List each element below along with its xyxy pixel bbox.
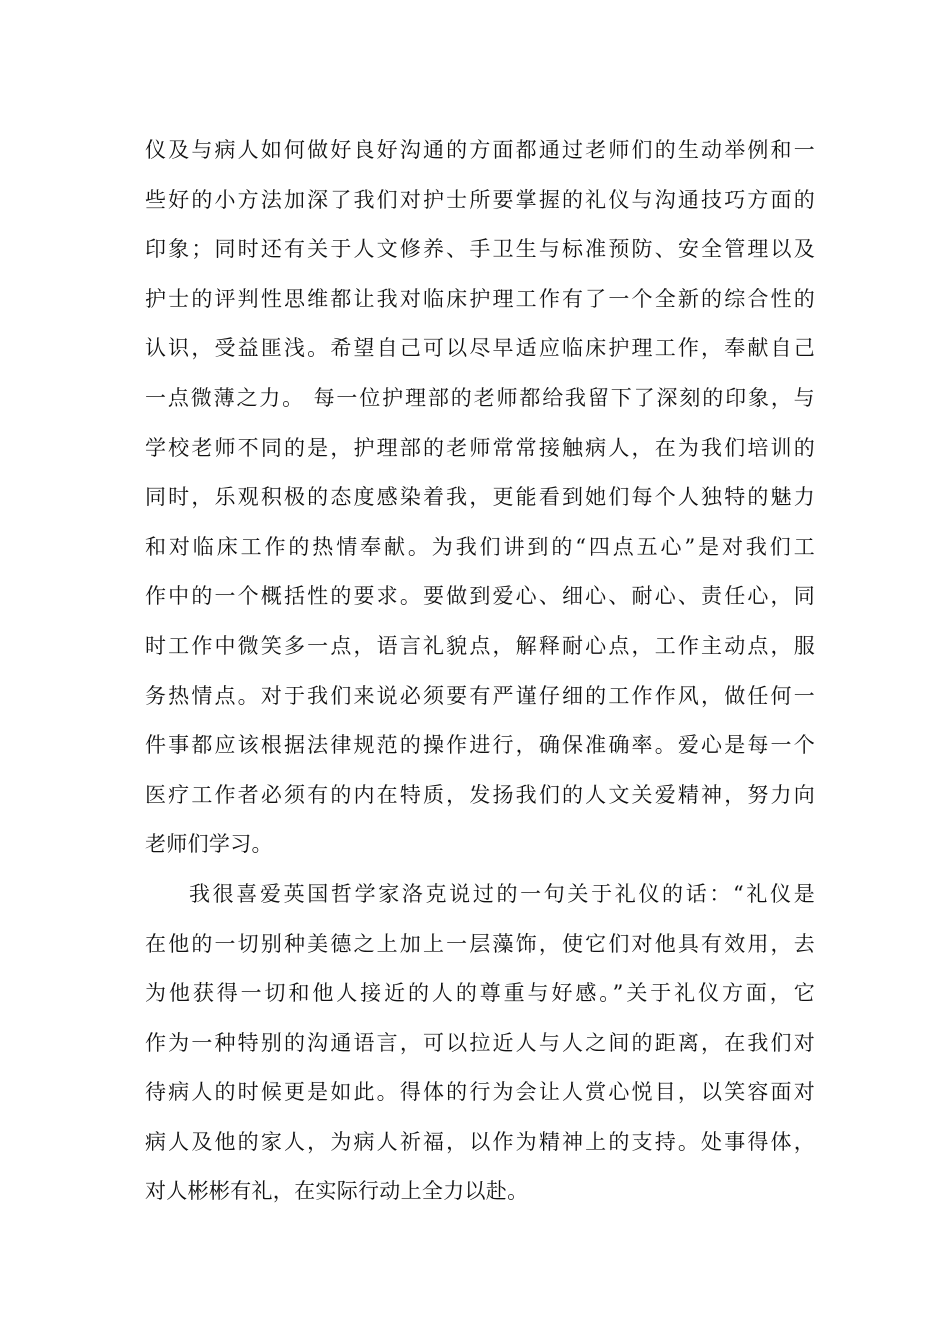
- text-line: 老师们学习。: [145, 832, 273, 857]
- text-line: 在他的一切别种美德之上加上一层藻饰，使它们对他具有效用，去: [145, 931, 815, 956]
- text-line: 学校老师不同的是，护理部的老师常常接触病人，在为我们培训的: [145, 435, 815, 460]
- document-body: [145, 126, 815, 1217]
- text-line: 认识，受益匪浅。希望自己可以尽早适应临床护理工作，奉献自己: [145, 336, 815, 361]
- text-line: 作为一种特别的沟通语言，可以拉近人与人之间的距离，在我们对: [145, 1030, 815, 1055]
- text-line: 作中的一个概括性的要求。要做到爱心、细心、耐心、责任心，同: [145, 584, 815, 609]
- text-line: 仪及与病人如何做好良好沟通的方面都通过老师们的生动举例和一: [145, 138, 815, 162]
- paragraph-2: [145, 870, 815, 1217]
- text-line: 为他获得一切和他人接近的人的尊重与好感。”关于礼仪方面，它: [145, 981, 815, 1006]
- text-line: 和对临床工作的热情奉献。为我们讲到的“四点五心”是对我们工: [145, 534, 815, 559]
- text-line: 待病人的时候更是如此。得体的行为会让人赏心悦目，以笑容面对: [145, 1080, 815, 1105]
- text-line: 时工作中微笑多一点，语言礼貌点，解释耐心点，工作主动点，服: [145, 633, 815, 658]
- text-line: 件事都应该根据法律规范的操作进行，确保准确率。爱心是每一个: [145, 733, 815, 758]
- text-line: 对人彬彬有礼，在实际行动上全力以赴。: [145, 1179, 529, 1204]
- text-line: 同时，乐观积极的态度感染着我，更能看到她们每个人独特的魅力: [145, 485, 815, 510]
- text-line: 一点微薄之力。 每一位护理部的老师都给我留下了深刻的印象，与: [145, 385, 815, 410]
- text-line: 我很喜爱英国哲学家洛克说过的一句关于礼仪的话：“礼仪是: [189, 881, 815, 906]
- text-line: 护士的评判性思维都让我对临床护理工作有了一个全新的综合性的: [145, 286, 815, 311]
- text-line: 印象；同时还有关于人文修养、手卫生与标准预防、安全管理以及: [145, 237, 815, 262]
- text-line: 病人及他的家人，为病人祈福，以作为精神上的支持。处事得体，: [145, 1129, 815, 1154]
- text-line: 务热情点。对于我们来说必须要有严谨仔细的工作作风，做任何一: [145, 683, 815, 708]
- text-line: 医疗工作者必须有的内在特质，发扬我们的人文关爱精神，努力向: [145, 782, 815, 807]
- paragraph-1: [145, 126, 815, 870]
- text-line: 些好的小方法加深了我们对护士所要掌握的礼仪与沟通技巧方面的: [145, 187, 815, 212]
